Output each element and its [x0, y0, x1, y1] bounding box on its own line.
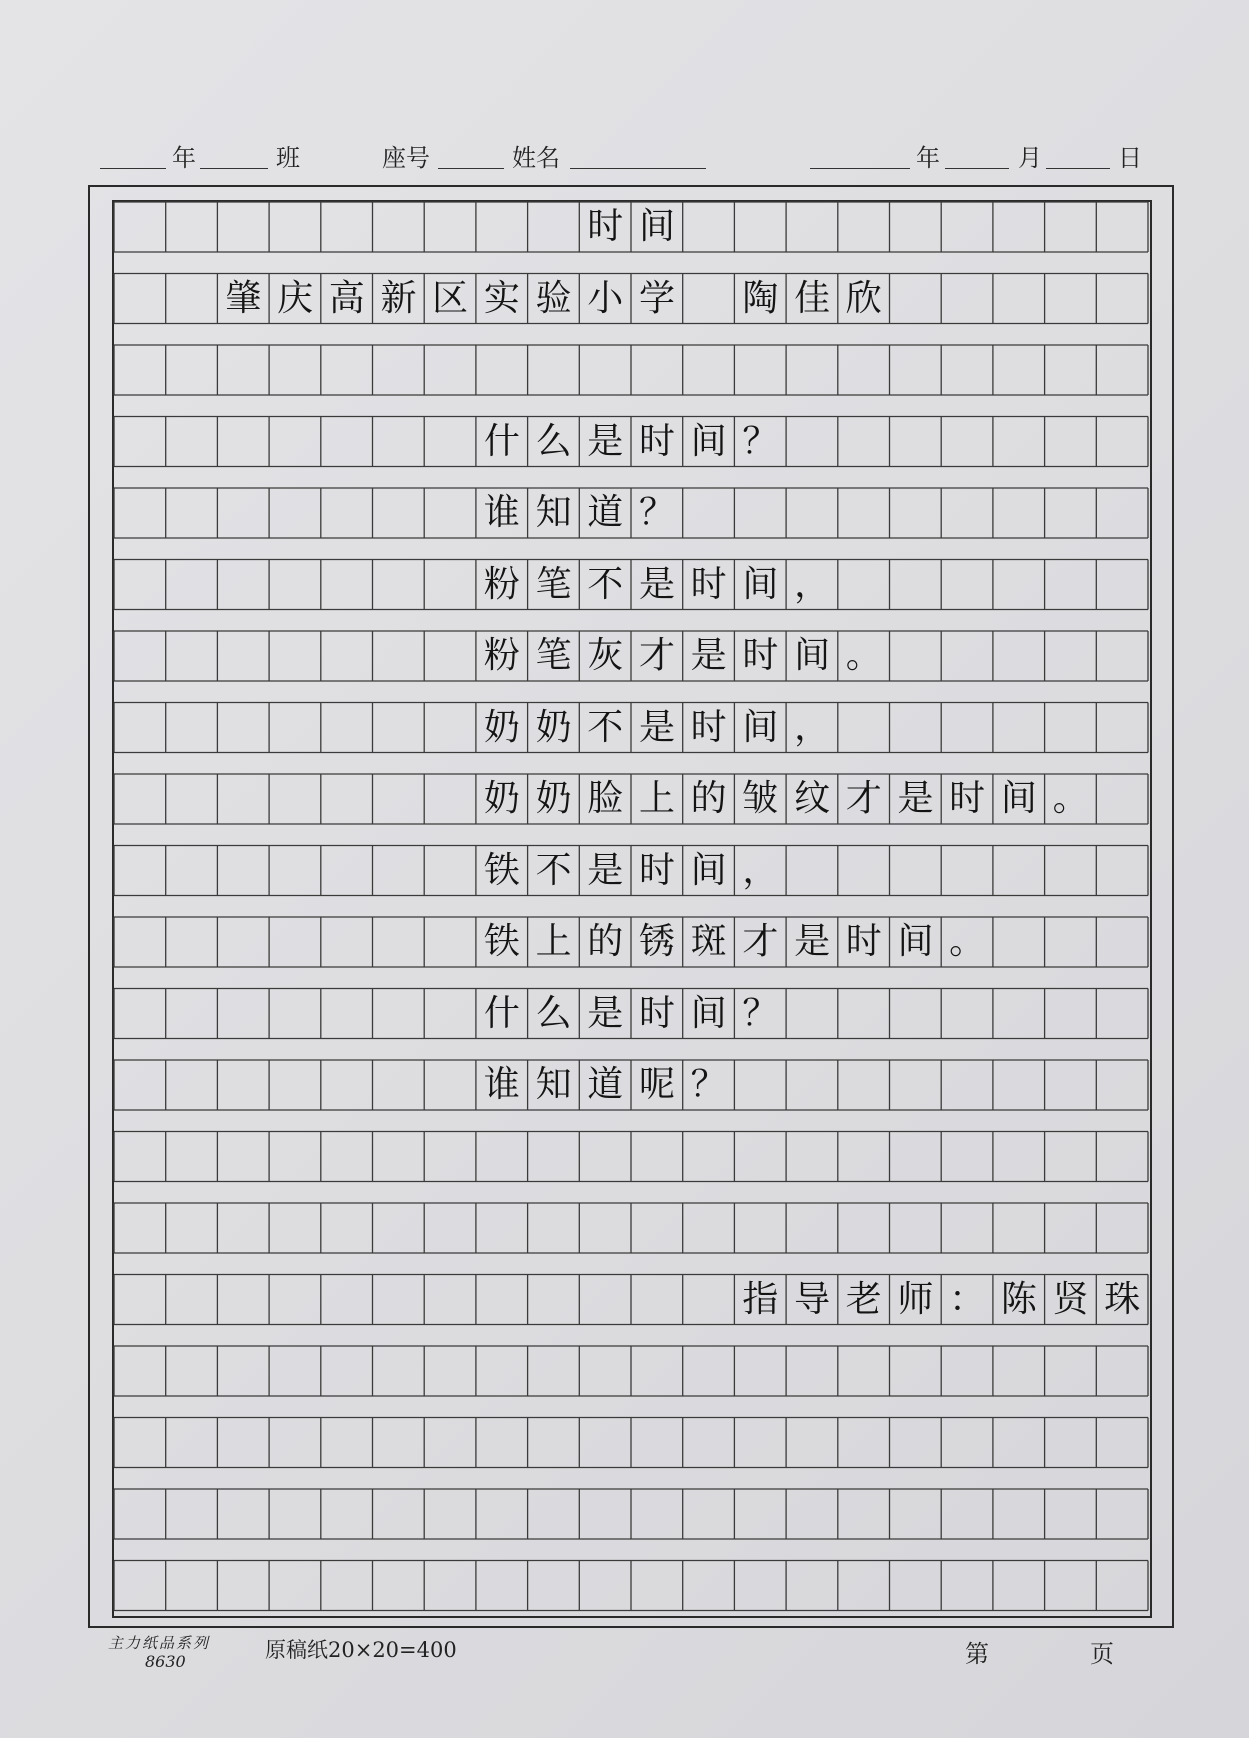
poem-line-6-char: 皱: [742, 778, 779, 819]
essay-title-char: 时: [587, 206, 624, 247]
poem-line-3-char: 间: [742, 563, 779, 605]
poem-line-8-char: 间: [897, 921, 934, 962]
poem-line-6-char: 奶: [535, 778, 572, 819]
author-line-char: 学: [638, 277, 675, 319]
poem-line-6-char: 才: [845, 778, 882, 819]
author-line-char: 小: [587, 277, 624, 319]
poem-line-6-char: 纹: [794, 778, 831, 819]
author-line-char: 庆: [277, 277, 314, 319]
teacher-line-char: 陈: [1000, 1278, 1037, 1320]
page-prefix: 第: [965, 1640, 989, 1668]
teacher-line-char: ：: [949, 1278, 986, 1320]
poem-line-7-char: 是: [587, 849, 624, 891]
date-month-label: 月: [1018, 144, 1042, 172]
year-label: 年: [172, 144, 196, 172]
poem-line-4-char: 。: [845, 635, 882, 676]
seat-label: 座号: [382, 144, 430, 172]
poem-line-3-char: 粉: [483, 563, 520, 605]
poem-line-2-char: 知: [535, 492, 572, 533]
poem-line-10-char: 谁: [483, 1064, 520, 1105]
author-line-char: 欣: [845, 277, 882, 319]
poem-line-7-char: 不: [535, 849, 572, 891]
author-line-char: 验: [535, 277, 572, 319]
poem-line-8-char: 才: [742, 921, 779, 962]
poem-line-4-char: 是: [690, 635, 727, 676]
poem-line-1-char: 什: [483, 420, 520, 462]
poem-line-1-char: 么: [535, 420, 572, 462]
teacher-line-char: 导: [794, 1278, 831, 1320]
paper-spec: 原稿纸20×20=400: [265, 1638, 457, 1662]
poem-line-9-char: 什: [483, 992, 520, 1034]
poem-line-4-char: 灰: [587, 635, 624, 676]
poem-line-5-char: 奶: [535, 706, 572, 748]
date-year-label: 年: [916, 144, 940, 172]
poem-line-3-char: 笔: [535, 563, 572, 605]
poem-line-9-char: 时: [638, 992, 675, 1034]
poem-line-8-char: 铁: [483, 921, 520, 962]
essay-title-char: 间: [638, 206, 675, 247]
poem-line-8-char: 是: [794, 921, 831, 962]
poem-line-4-char: 笔: [535, 635, 572, 676]
poem-line-4-char: 才: [638, 635, 675, 676]
poem-line-5-char: 不: [587, 706, 624, 748]
poem-line-9-char: 间: [690, 992, 727, 1034]
poem-line-3-char: ，: [794, 563, 831, 605]
poem-line-8-char: 时: [845, 921, 882, 962]
poem-line-8-char: 。: [949, 921, 986, 962]
brand-code: 8630: [145, 1652, 186, 1671]
author-line-char: 肇: [225, 277, 262, 319]
poem-line-5-char: ，: [794, 706, 831, 748]
poem-line-7-char: ，: [742, 849, 779, 891]
poem-line-2-char: 道: [587, 492, 624, 533]
poem-line-4-char: 间: [794, 635, 831, 676]
teacher-line-char: 珠: [1104, 1278, 1141, 1320]
teacher-line-char: 师: [897, 1278, 934, 1320]
author-line-char: 新: [380, 277, 417, 319]
poem-line-10-char: 道: [587, 1064, 624, 1105]
poem-line-9-char: ？: [742, 992, 779, 1034]
author-line-char: 实: [483, 277, 520, 319]
poem-line-1-char: 间: [690, 420, 727, 462]
poem-line-8-char: 上: [535, 921, 572, 962]
poem-line-4-char: 粉: [483, 635, 520, 676]
poem-line-7-char: 间: [690, 849, 727, 891]
poem-line-3-char: 是: [638, 563, 675, 605]
poem-line-8-char: 斑: [690, 921, 727, 962]
poem-line-6-char: 奶: [483, 778, 520, 819]
poem-line-6-char: 间: [1000, 778, 1037, 819]
author-line-char: 高: [328, 277, 365, 319]
page-suffix: 页: [1090, 1640, 1114, 1668]
poem-line-1-char: 是: [587, 420, 624, 462]
poem-line-5-char: 奶: [483, 706, 520, 748]
date-day-label: 日: [1118, 144, 1142, 172]
poem-line-3-char: 时: [690, 563, 727, 605]
teacher-line-char: 贤: [1052, 1278, 1089, 1320]
poem-line-10-char: ？: [690, 1064, 727, 1105]
poem-line-6-char: 。: [1052, 778, 1089, 819]
teacher-line-char: 老: [845, 1278, 882, 1320]
poem-line-1-char: 时: [638, 420, 675, 462]
author-line-char: 陶: [742, 277, 779, 319]
poem-line-2-char: 谁: [483, 492, 520, 533]
poem-line-6-char: 脸: [587, 778, 624, 819]
poem-line-5-char: 是: [638, 706, 675, 748]
author-line-char: 佳: [794, 277, 831, 319]
author-line-char: 区: [432, 277, 469, 319]
poem-line-9-char: 是: [587, 992, 624, 1034]
poem-line-6-char: 时: [949, 778, 986, 819]
poem-line-6-char: 上: [638, 778, 675, 819]
poem-line-6-char: 的: [690, 778, 727, 819]
poem-line-8-char: 锈: [638, 921, 675, 962]
name-label: 姓名: [512, 144, 560, 172]
teacher-line-char: 指: [742, 1278, 779, 1320]
poem-line-8-char: 的: [587, 921, 624, 962]
poem-line-9-char: 么: [535, 992, 572, 1034]
poem-line-5-char: 时: [690, 706, 727, 748]
poem-line-6-char: 是: [897, 778, 934, 819]
poem-line-10-char: 呢: [638, 1064, 675, 1105]
poem-line-1-char: ？: [742, 420, 779, 462]
poem-line-10-char: 知: [535, 1064, 572, 1105]
poem-line-7-char: 时: [638, 849, 675, 891]
poem-line-5-char: 间: [742, 706, 779, 748]
poem-line-7-char: 铁: [483, 849, 520, 891]
poem-line-4-char: 时: [742, 635, 779, 676]
brand-label: 主力纸品系列: [108, 1634, 211, 1652]
poem-line-2-char: ？: [638, 492, 675, 533]
class-label: 班: [276, 144, 300, 172]
poem-line-3-char: 不: [587, 563, 624, 605]
